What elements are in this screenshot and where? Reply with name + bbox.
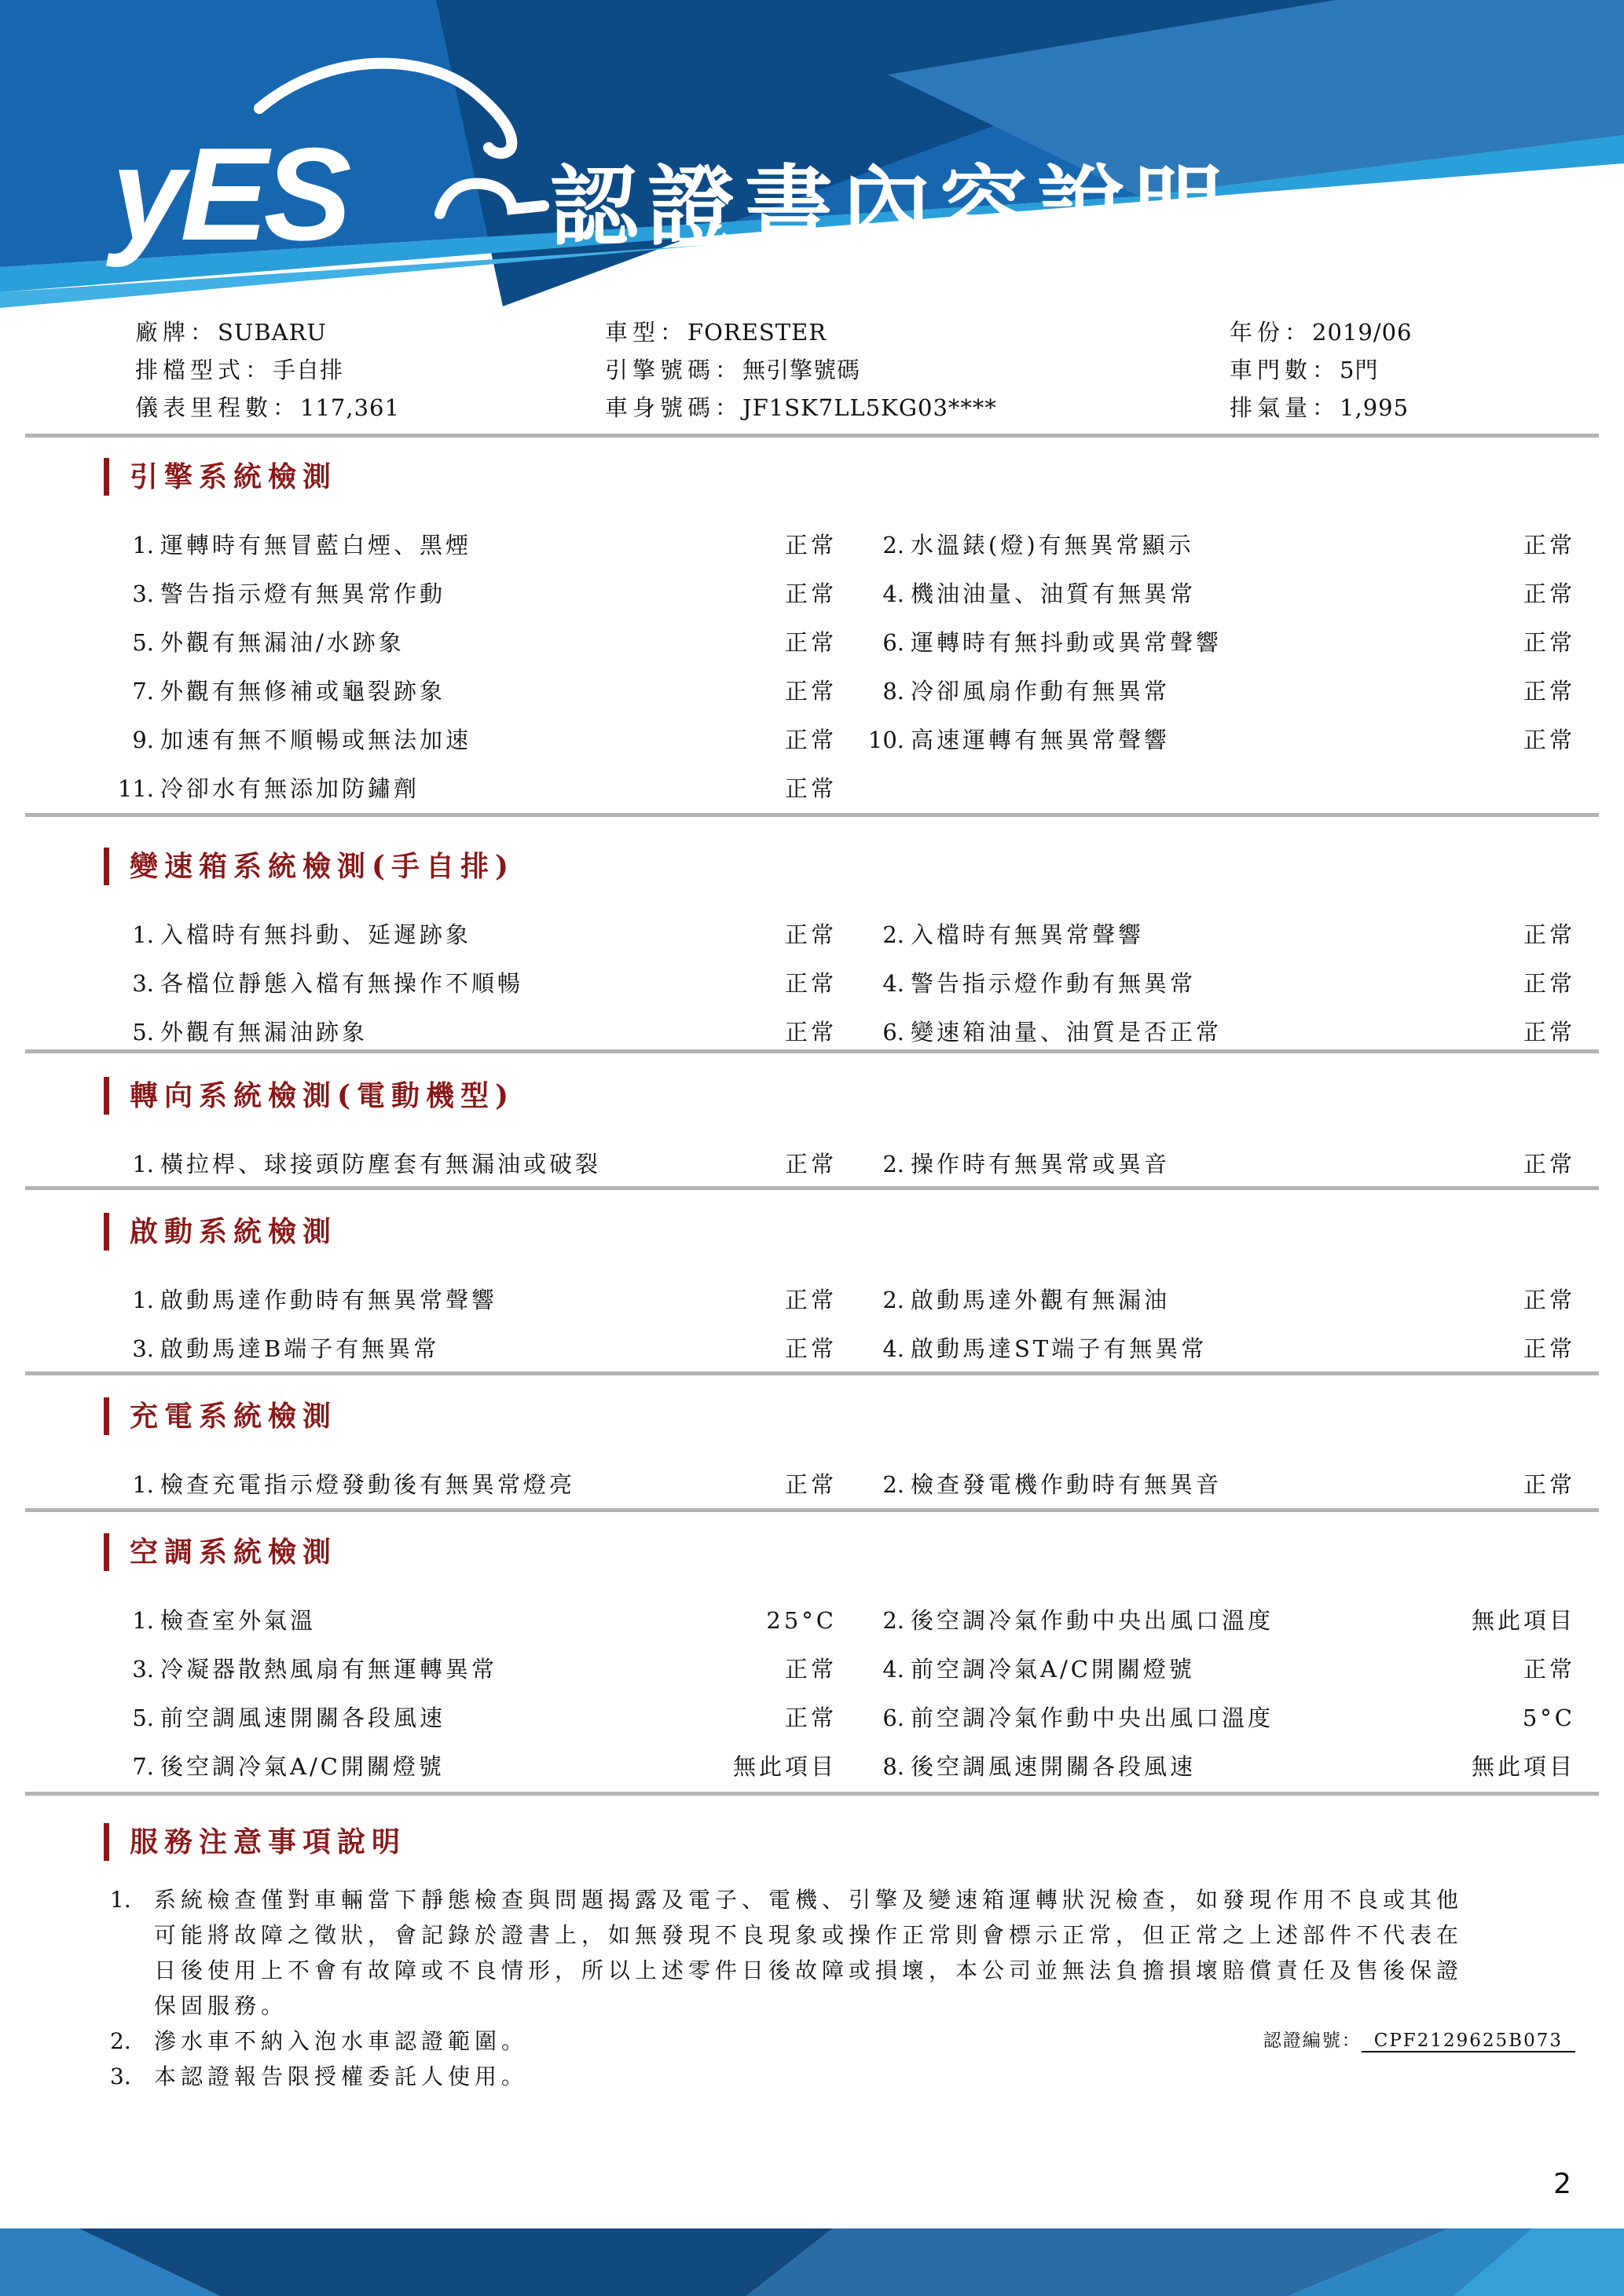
inspection-item (860, 1147, 1575, 1179)
inspection-item (110, 674, 837, 706)
item-number: 1. (132, 1150, 154, 1177)
item-number: 5. (132, 1704, 154, 1731)
vehicle-field-separator: ： (715, 357, 743, 383)
vehicle-field-label: 年份 (1230, 319, 1285, 346)
section-title: 空調系統檢測 (104, 1533, 1624, 1571)
inspection-row (0, 1643, 1624, 1692)
item-number: 2. (882, 1286, 904, 1313)
item-result: 正常 (784, 921, 837, 948)
inspection-item (860, 674, 1575, 706)
vehicle-field-value: 無引擎號碼 (742, 357, 861, 383)
section-service-notes (0, 1823, 1624, 1861)
item-result: 正常 (1523, 628, 1575, 656)
section-title: 引擎系統檢測 (104, 458, 1624, 496)
inspection-item (860, 1603, 1575, 1635)
inspection-item (860, 528, 1575, 560)
item-result: 正常 (784, 774, 837, 802)
certificate-number-label: 認證編號： (1263, 2031, 1362, 2051)
item-number: 3. (132, 580, 154, 607)
item-number: 6. (882, 1704, 904, 1731)
inspection-item (860, 1331, 1575, 1364)
inspection-row (0, 568, 1624, 617)
item-number: 1. (132, 1606, 154, 1634)
vehicle-field-label: 車門數 (1230, 357, 1313, 383)
section-rows (0, 519, 1624, 811)
item-result: 正常 (784, 677, 837, 705)
item-number: 1. (132, 1286, 154, 1313)
item-number: 5. (132, 628, 154, 656)
item-result: 正常 (1523, 1335, 1575, 1362)
item-result: 正常 (784, 628, 837, 656)
inspection-item (860, 1749, 1575, 1782)
vehicle-field-value: JF1SK7LL5KG03**** (742, 394, 997, 421)
vehicle-field-value: FORESTER (687, 319, 827, 346)
item-result: 正常 (1523, 531, 1575, 558)
item-result: 正常 (784, 580, 837, 607)
inspection-item (860, 1283, 1575, 1315)
section-engine (0, 458, 1624, 811)
item-result: 正常 (784, 1150, 837, 1177)
vehicle-field (1230, 389, 1624, 427)
item-number: 2. (882, 1150, 904, 1177)
vehicle-field (1230, 351, 1624, 389)
item-result: 正常 (1523, 1655, 1575, 1683)
item-number: 7. (132, 677, 154, 705)
item-text: 冷凝器散熱風扇有無運轉異常 (160, 1655, 498, 1683)
divider (25, 434, 1599, 438)
note-text: 滲水車不納入泡水車認證範圍。 (154, 2028, 529, 2054)
section-charging (0, 1397, 1624, 1507)
inspection-row (0, 909, 1624, 958)
inspection-item (860, 577, 1575, 609)
vehicle-field-value: 1,995 (1340, 394, 1410, 421)
item-number: 6. (882, 628, 904, 656)
page-number: 2 (1553, 2168, 1571, 2200)
inspection-item (110, 771, 837, 804)
item-text: 後空調冷氣作動中央出風口溫度 (911, 1606, 1274, 1634)
item-number: 11. (117, 774, 154, 802)
inspection-item (110, 1015, 837, 1047)
inspection-row (0, 1323, 1624, 1371)
section-title: 啟動系統檢測 (104, 1213, 1624, 1251)
vehicle-field (135, 389, 605, 427)
inspection-row (0, 1274, 1624, 1323)
vehicle-field (605, 351, 1230, 389)
inspection-row (0, 1692, 1624, 1741)
item-result: 正常 (784, 1655, 837, 1683)
inspection-item (860, 625, 1575, 657)
item-text: 各檔位靜態入檔有無操作不順暢 (160, 969, 524, 997)
vehicle-field (605, 313, 1230, 351)
vehicle-field-value: 2019/06 (1312, 319, 1413, 346)
item-number: 1. (132, 921, 154, 948)
vehicle-field-separator: ： (1312, 394, 1340, 421)
note-text: 本認證報告限授權委託人使用。 (154, 2063, 529, 2089)
item-text: 啟動馬達B端子有無異常 (160, 1335, 440, 1362)
item-result: 正常 (1523, 969, 1575, 997)
inspection-item (110, 1749, 837, 1782)
item-text: 入檔時有無異常聲響 (911, 921, 1145, 948)
item-text: 高速運轉有無異常聲響 (911, 726, 1171, 753)
footer-banner (0, 2228, 1624, 2296)
item-text: 入檔時有無抖動、延遲跡象 (160, 921, 472, 948)
vehicle-field-label: 排檔型式 (135, 357, 246, 383)
vehicle-field-separator: ： (1285, 319, 1313, 346)
yes-logo-text: yES (112, 120, 347, 268)
inspection-item (110, 917, 837, 950)
item-number: 7. (132, 1752, 154, 1780)
vehicle-field-separator: ： (660, 319, 688, 346)
inspection-row (0, 1006, 1624, 1055)
item-number: 3. (132, 969, 154, 997)
item-text: 外觀有無漏油跡象 (160, 1018, 368, 1045)
vehicle-field-value: 手自排 (273, 357, 344, 383)
vehicle-field-separator: ： (245, 357, 273, 383)
section-aircon (0, 1533, 1624, 1789)
item-text: 操作時有無異常或異音 (911, 1150, 1171, 1177)
item-text: 警告指示燈有無異常作動 (160, 580, 446, 607)
inspection-row (0, 714, 1624, 763)
section-rows (0, 1138, 1624, 1187)
item-result: 正常 (1523, 1018, 1575, 1045)
item-result: 無此項目 (1471, 1752, 1575, 1780)
item-number: 4. (882, 1335, 904, 1362)
vehicle-field (135, 313, 605, 351)
section-title: 轉向系統檢測(電動機型) (104, 1077, 1624, 1115)
note-number: 3. (110, 2063, 131, 2089)
item-number: 6. (882, 1018, 904, 1045)
vehicle-field-separator: ： (273, 394, 301, 421)
item-number: 2. (882, 921, 904, 948)
item-text: 橫拉桿、球接頭防塵套有無漏油或破裂 (160, 1150, 602, 1177)
item-result: 正常 (1523, 677, 1575, 705)
item-result: 正常 (784, 1704, 837, 1731)
item-text: 後空調風速開關各段風速 (911, 1752, 1197, 1780)
item-number: 9. (132, 726, 154, 753)
item-text: 外觀有無修補或龜裂跡象 (160, 677, 446, 705)
vehicle-field-value: SUBARU (218, 319, 327, 346)
item-result: 正常 (784, 1018, 837, 1045)
item-result: 5°C (1522, 1704, 1575, 1731)
item-result: 無此項目 (732, 1752, 837, 1780)
inspection-item (860, 723, 1575, 755)
item-text: 前空調風速開關各段風速 (160, 1704, 446, 1731)
inspection-item (110, 1603, 837, 1635)
item-text: 變速箱油量、油質是否正常 (911, 1018, 1223, 1045)
item-text: 後空調冷氣A/C開關燈號 (160, 1752, 445, 1780)
inspection-item (860, 1015, 1575, 1047)
inspection-item (110, 1147, 837, 1179)
inspection-item (110, 1701, 837, 1733)
item-result: 25°C (766, 1606, 837, 1634)
inspection-item (860, 1701, 1575, 1733)
vehicle-field-label: 車身號碼 (605, 394, 716, 421)
item-text: 加速有無不順暢或無法加速 (160, 726, 472, 753)
item-number: 2. (882, 1470, 904, 1498)
vehicle-field-label: 儀表里程數 (135, 394, 273, 421)
inspection-item (860, 966, 1575, 998)
certificate-number-line (1263, 2025, 1575, 2056)
item-text: 前空調冷氣A/C開關燈號 (911, 1655, 1195, 1683)
inspection-row (0, 519, 1624, 568)
note-number: 2. (110, 2028, 131, 2054)
inspection-row (0, 665, 1624, 714)
inspection-item (110, 1331, 837, 1364)
inspection-item (110, 577, 837, 609)
divider (25, 1371, 1599, 1375)
page-title: 認證書內容說明 (550, 158, 1232, 256)
inspection-row (0, 1138, 1624, 1187)
item-result: 正常 (1523, 1286, 1575, 1313)
item-result: 正常 (784, 1470, 837, 1498)
certificate-number-value: CPF2129625B073 (1362, 2031, 1575, 2052)
vehicle-field-separator: ： (1312, 357, 1340, 383)
inspection-row (0, 958, 1624, 1006)
service-note (0, 1882, 1624, 2023)
inspection-item (110, 1467, 837, 1500)
item-result: 正常 (784, 1286, 837, 1313)
item-result: 正常 (784, 969, 837, 997)
item-result: 正常 (1523, 726, 1575, 753)
item-text: 外觀有無漏油/水跡象 (160, 628, 405, 656)
inspection-item (110, 625, 837, 657)
item-text: 冷卻水有無添加防鏽劑 (160, 774, 420, 802)
inspection-row (0, 1459, 1624, 1507)
item-text: 啟動馬達外觀有無漏油 (911, 1286, 1171, 1313)
inspection-item (860, 1652, 1575, 1684)
vehicle-field-label: 廠牌 (135, 319, 191, 346)
inspection-item (110, 723, 837, 755)
item-text: 冷卻風扇作動有無異常 (911, 677, 1171, 705)
item-text: 機油油量、油質有無異常 (911, 580, 1197, 607)
item-result: 無此項目 (1471, 1606, 1575, 1634)
item-result: 正常 (1523, 580, 1575, 607)
item-number: 4. (882, 580, 904, 607)
item-result: 正常 (1523, 921, 1575, 948)
vehicle-field-label: 引擎號碼 (605, 357, 716, 383)
item-result: 正常 (784, 1335, 837, 1362)
item-number: 4. (882, 969, 904, 997)
inspection-row (0, 1741, 1624, 1789)
inspection-row (0, 763, 1624, 811)
inspection-item (110, 528, 837, 560)
note-text: 系統檢查僅對車輛當下靜態檢查與問題揭露及電子、電機、引擎及變速箱運轉狀況檢查，如發現作用不良或其他可能將故障之徵狀，會記錄於證書上，如無發現不良現象或操作正常則會標示正常，但正常之上述部件不代表在日後使用上不會有故障或不良情形，所以上述零件日後故障或損壞，本公司並無法負擔損壞賠償責任及售後保證保固服務。 (154, 1887, 1464, 2019)
vehicle-field-label: 排氣量 (1230, 394, 1313, 421)
inspection-row (0, 617, 1624, 665)
item-text: 運轉時有無抖動或異常聲響 (911, 628, 1223, 656)
item-number: 2. (882, 531, 904, 558)
section-rows (0, 1274, 1624, 1371)
item-text: 啟動馬達ST端子有無異常 (911, 1335, 1208, 1362)
item-text: 檢查充電指示燈發動後有無異常燈亮 (160, 1470, 576, 1498)
vehicle-field (1230, 313, 1624, 351)
note-number: 1. (110, 1887, 131, 1913)
item-number: 8. (882, 1752, 904, 1780)
item-text: 運轉時有無冒藍白煙、黑煙 (160, 531, 472, 558)
section-rows (0, 1459, 1624, 1507)
item-result: 正常 (1523, 1150, 1575, 1177)
divider (25, 1792, 1599, 1796)
vehicle-field-separator: ： (715, 394, 743, 421)
vehicle-field-separator: ： (190, 319, 218, 346)
inspection-row (0, 1595, 1624, 1643)
item-text: 水溫錶(燈)有無異常顯示 (911, 531, 1194, 558)
section-transmission (0, 848, 1624, 1055)
item-result: 正常 (784, 726, 837, 753)
item-text: 檢查室外氣溫 (160, 1606, 317, 1634)
item-number: 3. (132, 1655, 154, 1683)
section-steering (0, 1077, 1624, 1187)
section-starting (0, 1213, 1624, 1371)
divider (25, 813, 1599, 817)
vehicle-field-value: 5門 (1340, 357, 1379, 383)
item-result: 正常 (784, 531, 837, 558)
section-title: 服務注意事項說明 (104, 1823, 1624, 1861)
inspection-item (860, 917, 1575, 950)
inspection-item (110, 1652, 837, 1684)
item-number: 5. (132, 1018, 154, 1045)
vehicle-info-grid (0, 313, 1624, 427)
item-text: 檢查發電機作動時有無異音 (911, 1470, 1223, 1498)
inspection-item (110, 966, 837, 998)
section-title: 變速箱系統檢測(手自排) (104, 848, 1624, 885)
item-number: 1. (132, 1470, 154, 1498)
item-text: 警告指示燈作動有無異常 (911, 969, 1197, 997)
item-number: 4. (882, 1655, 904, 1683)
section-rows (0, 909, 1624, 1055)
vehicle-field-value: 117,361 (300, 394, 400, 421)
inspection-item (110, 1283, 837, 1315)
section-rows (0, 1595, 1624, 1789)
vehicle-field (605, 389, 1230, 427)
inspection-item (860, 1467, 1575, 1500)
vehicle-field (135, 351, 605, 389)
service-note (0, 2059, 1624, 2094)
item-text: 啟動馬達作動時有無異常聲響 (160, 1286, 498, 1313)
item-number: 2. (882, 1606, 904, 1634)
vehicle-field-label: 車型 (605, 319, 661, 346)
section-title: 充電系統檢測 (104, 1397, 1624, 1435)
item-number: 1. (132, 531, 154, 558)
item-number: 3. (132, 1335, 154, 1362)
item-text: 前空調冷氣作動中央出風口溫度 (911, 1704, 1274, 1731)
item-number: 8. (882, 677, 904, 705)
service-notes-list (0, 1882, 1624, 2094)
item-number: 10. (867, 726, 904, 753)
item-result: 正常 (1523, 1470, 1575, 1498)
divider (25, 1508, 1599, 1512)
